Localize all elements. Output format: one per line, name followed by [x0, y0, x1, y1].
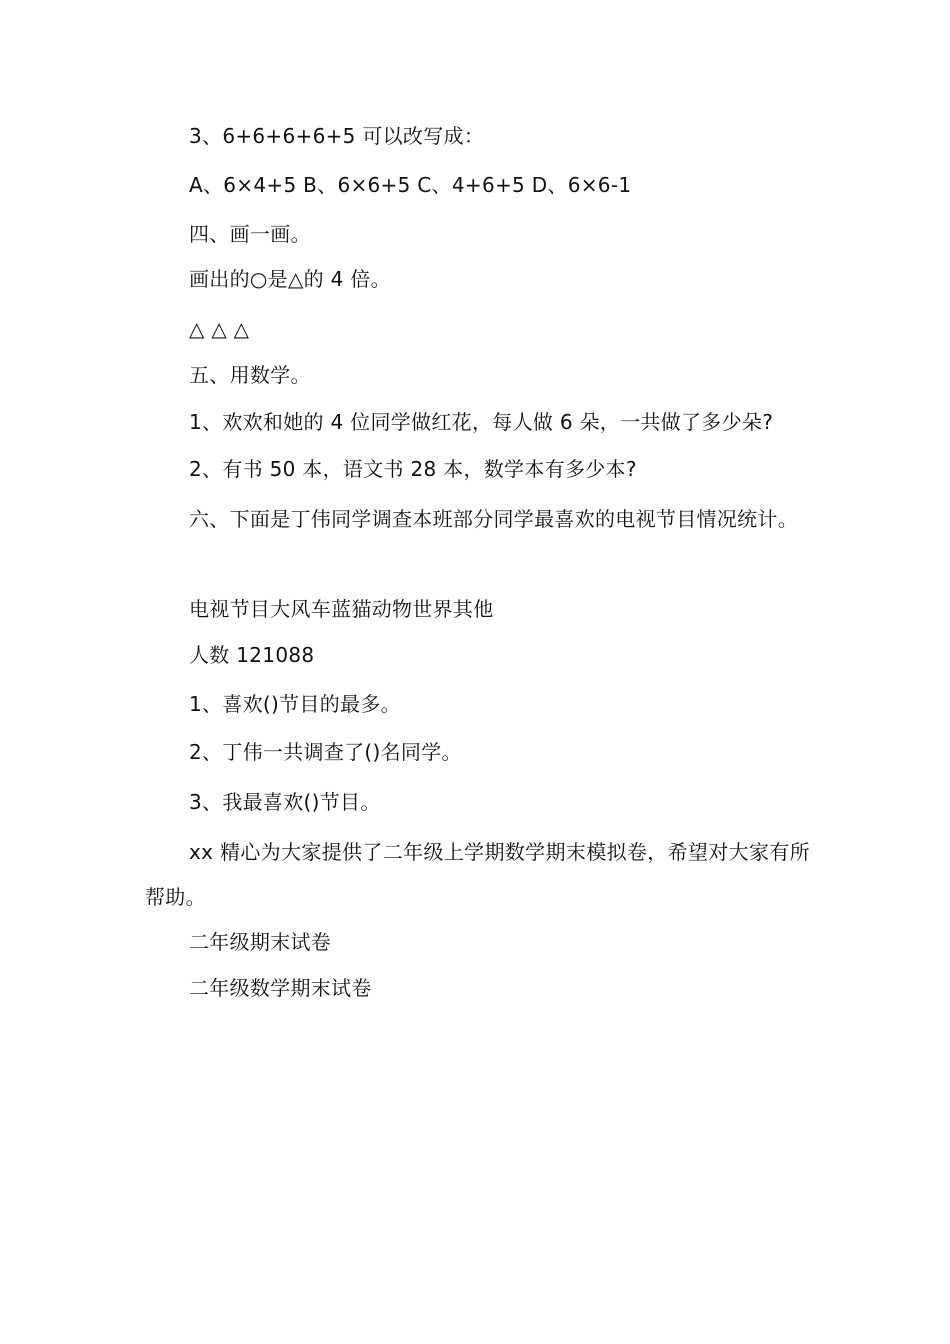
- question-3-rewrite: 3、6+6+6+6+5 可以改写成：: [189, 124, 485, 148]
- section-5-question-2: 2、有书 50 本，语文书 28 本，数学本有多少本?: [189, 457, 637, 481]
- section-6-heading: 六、下面是丁伟同学调查本班部分同学最喜欢的电视节目情况统计。: [189, 507, 798, 531]
- section-6-question-3: 3、我最喜欢()节目。: [189, 790, 381, 814]
- question-3-options: A、6×4+5 B、6×6+5 C、4+6+5 D、6×6-1: [189, 173, 632, 197]
- section-5-question-1: 1、欢欢和她的 4 位同学做红花，每人做 6 朵，一共做了多少朵?: [189, 410, 774, 434]
- section-4-heading: 四、画一画。: [189, 222, 311, 246]
- section-6-question-2: 2、丁伟一共调查了()名同学。: [189, 740, 462, 764]
- triangles-row: △ △ △: [189, 317, 250, 341]
- survey-programs-row: 电视节目大风车蓝猫动物世界其他: [189, 597, 494, 621]
- related-link-1: 二年级期末试卷: [189, 930, 332, 954]
- closing-note: xx 精心为大家提供了二年级上学期数学期末模拟卷，希望对大家有所帮助。: [145, 840, 810, 909]
- survey-counts-row: 人数 121088: [189, 643, 315, 667]
- related-link-2: 二年级数学期末试卷: [189, 976, 372, 1000]
- section-5-heading: 五、用数学。: [189, 363, 311, 387]
- section-6-question-1: 1、喜欢()节目的最多。: [189, 692, 401, 716]
- section-4-instruction: 画出的○是△的 4 倍。: [189, 267, 391, 291]
